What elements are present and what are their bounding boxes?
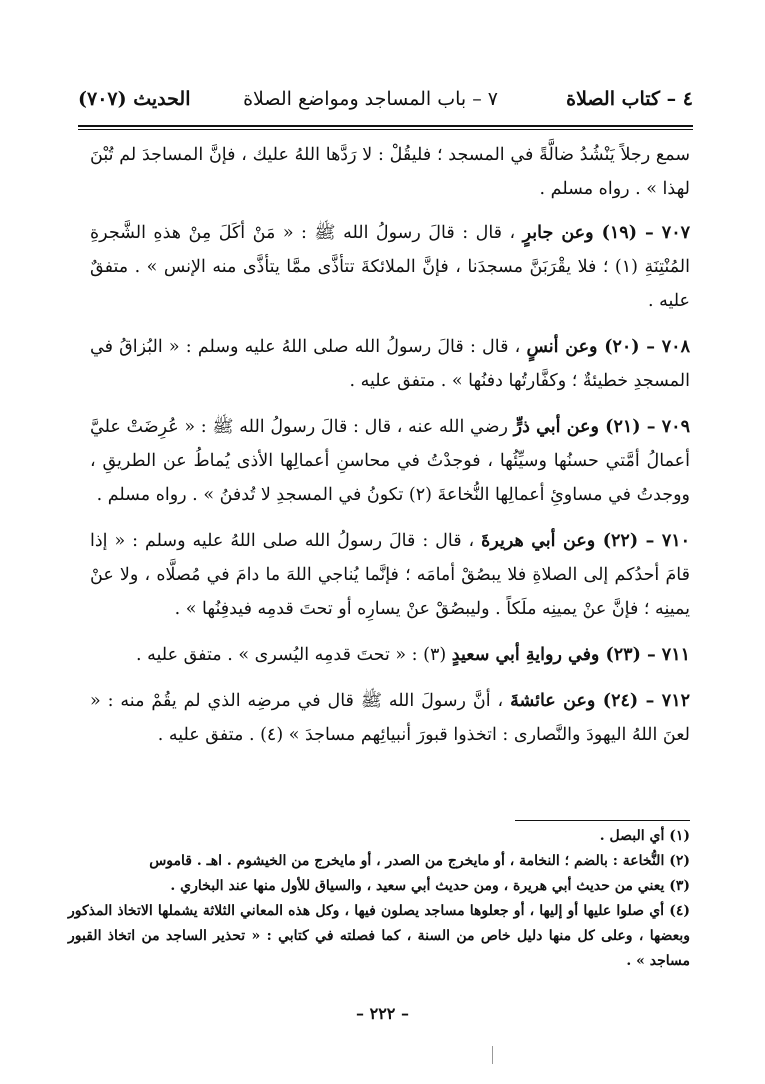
hadith-709 [90,410,690,512]
hadith-lead: ٧١٠ – (٢٢) وعن أبي هريرةَ [481,531,691,551]
header-book-title: ٤ – كتاب الصلاة [566,88,693,110]
paragraph: سمع رجلاً يَنْشُدُ ضالَّةً في المسجد ؛ فليقُلْ : لا رَدَّها اللهُ عليك ، فإنَّ المساجدَ لم تُبْنَ لهذا » . رواه مسلم . [90,145,690,199]
page-number: – ٢٢٢ – [356,1004,409,1023]
hadith-712 [90,684,690,752]
running-header [78,80,693,120]
footnote-1: (١) أي البصل . [599,828,690,844]
header-divider [78,125,693,130]
header-hadith-number: الحديث (٧٠٧) [78,88,191,110]
hadith-lead: ٧٠٧ – (١٩) وعن جابرٍ [522,223,690,243]
header-chapter-title: ٧ – باب المساجد ومواضع الصلاة [243,88,498,110]
hadith-lead: ٧١١ – (٢٣) وفي روايةِ أبي سعيدٍ [451,645,690,665]
main-text [90,138,690,764]
hadith-708 [90,330,690,398]
hadith-710 [90,524,690,626]
footnote-divider [515,820,690,821]
footnote-3: (٣) يعني من حديث أبي هريرة ، ومن حديث أبي سعيد ، والسياق للأول منها عند البخاري . [170,878,690,894]
hadith-text: رضي الله عنه ، قال : قالَ رسولُ الله ﷺ : « عُرِضَتْ عليَّ أعمالُ أمَّتي حسنُها وسيِّئُها ، فوجدْتُ في محاسنِ أعمالِها الأذى يُماطُ عن الطريقِ ، ووجدتُ في مساوئِ أعمالِها النُّخاعةَ (٢) تكونُ في المسجدِ لا تُدفنُ » . رواه مسلم . [90,417,690,505]
footnote-4: (٤) أي صلوا عليها أو إليها ، أو جعلوها مساجد يصلون فيها ، وكل هذه المعاني الثلاثة يشملها الاتخاذ المذكور وبعضها ، وعلى كل منها دليل خاص من السنة ، كما فصلته في كتابي : « تحذير الساجد من اتخاذ القبور مساجد » . [68,903,691,969]
footnotes [68,824,690,974]
hadith-lead: ٧٠٩ – (٢١) وعن أبي ذرٍّ [513,417,690,437]
hadith-lead: ٧١٢ – (٢٤) وعن عائشةَ [510,691,690,711]
hadith-711 [90,638,690,672]
hadith-lead: ٧٠٨ – (٢٠) وعن أنسٍ [526,337,690,357]
hadith-707 [90,216,690,318]
hadith-text: ، قال : قالَ رسولُ الله صلى اللهُ عليه وسلم : « البُزاقُ في المسجدِ خطيئةٌ ؛ وكفَّارتُها دفنُها » . متفق عليه . [90,337,690,391]
hadith-text: ، قال : قالَ رسولُ الله ﷺ : « مَنْ أكَلَ مِنْ هذهِ الشَّجرةِ المُنْتِنَةِ (١) ؛ فلا يقْرَبَنَّ مسجدَنا ، فإنَّ الملائكةَ تتأذَّى ممَّا يتأذَّى منه الإنس » . متفقٌ عليه . [90,223,691,311]
hadith-text: ، أنَّ رسولَ الله ﷺ قال في مرضِه الذي لم يقُمْ منه : « لعنَ اللهُ اليهودَ والنَّصارى : اتخذوا قبورَ أنبيائِهم مساجدَ » (٤) . متفق عليه . [90,691,690,745]
hadith-text: ، قال : قالَ رسولُ الله صلى اللهُ عليه وسلم : « إذا قامَ أحدُكم إلى الصلاةِ فلا يبصُقْ أمامَه ؛ فإنَّما يُناجي اللهَ ما دامَ في مُصلَّاه ، ولا عنْ يمينِه ؛ فإنَّ عنْ يمينِه ملَكاً . وليبصُقْ عنْ يسارِه أو تحتَ قدمِه فيدفِنُها » . [90,531,690,619]
hadith-text: (٣) : « تحتَ قدمِه اليُسرى » . متفق عليه . [135,645,447,665]
scan-mark [492,1046,493,1064]
footnote-2: (٢) النُّخاعة : بالضم ؛ النخامة ، أو مايخرج من الصدر ، أو مايخرج من الخيشوم . اهـ . قاموس [149,853,690,869]
